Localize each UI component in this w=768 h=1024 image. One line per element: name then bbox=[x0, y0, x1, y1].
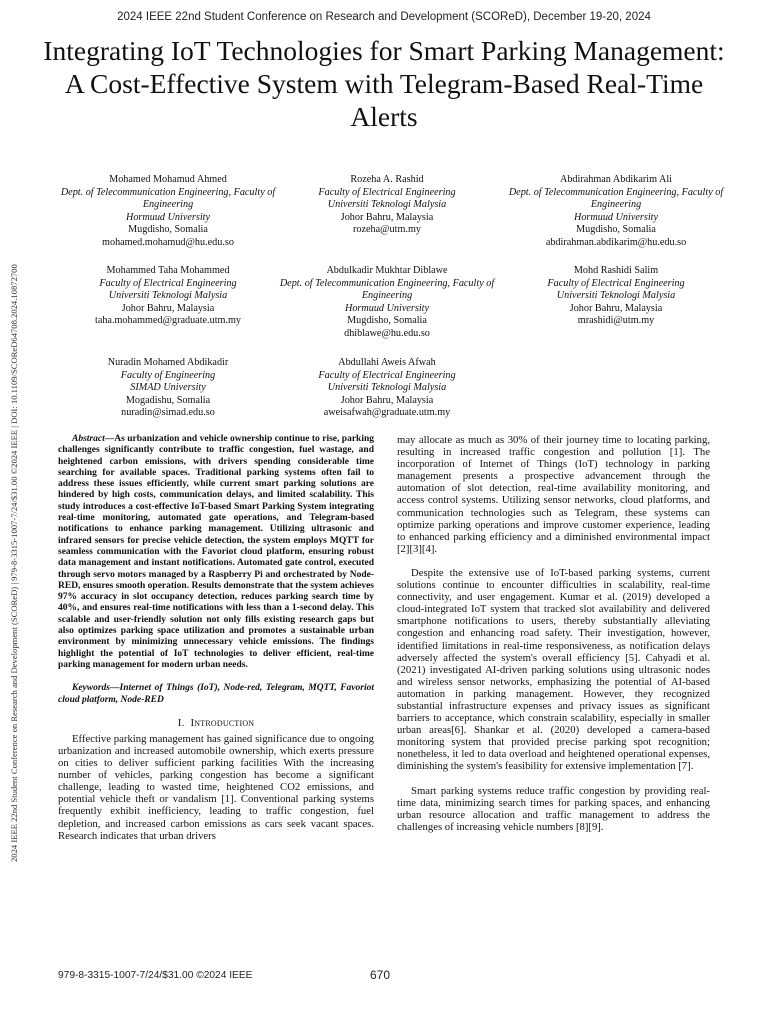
body-paragraph: may allocate as much as 30% of their journey time to locating parking, resulting in increased traffic congestion and pollution [1]. The incorporation of Internet of Things (IoT) technology in parking management presents a prospective advancement through the automation of slot detection, real-time availability monitoring, and access control systems. Utilizing sensor networks, cloud platforms, and communication technologies such as Telegram, these systems can optimize parking operations and improve customer experience, leading to enhanced parking efficiency and a diminished environmental impact [2][3][4]. bbox=[397, 434, 710, 555]
section-number: I. bbox=[177, 716, 185, 729]
section-title: Introduction bbox=[190, 716, 255, 729]
author-email[interactable]: abdirahman.abdikarim@hu.edu.so bbox=[545, 236, 687, 248]
abstract-text: As urbanization and vehicle ownership continue to rise, parking challenges significantly contribute to traffic congestion, fuel wastage, and heightened carbon emissions, with drivers spending considerable time searching for available spaces. Traditional parking systems often fail to address these issues efficiently, while current smart parking solutions are hindered by high costs, communication delays, and limited scalability. This study introduces a cost-effective IoT-based Smart Parking System integrating real-time monitoring, automated gate operations, and Telegram-based notifications to enhance parking management. Utilizing ultrasonic and infrared sensors for precise vehicle detection, the system employs MQTT for seamless communication with the Favoriot cloud platform, ensuring robust data management and instant notifications. Automated gate control, executed through servo motors managed by a Raspberry Pi and orchestrated by Node-RED, ensures smooth operation. Results demonstrate that the system achieves 97% accuracy in slot occupancy detection, reduces parking search time by 40%, and ensures real-time notifications with less than a 1-second delay. This scalable and user-friendly solution not only fills existing research gaps but also optimizes parking space utilization and promotes a sustainable urban environment by minimizing unnecessary vehicle emissions. The findings highlight the potential of IoT technologies to deliver efficient, real-time parking management for modern urban needs. bbox=[58, 434, 374, 670]
author-city: Mugdisho, Somalia bbox=[128, 224, 208, 236]
author-city: Johor Bahru, Malaysia bbox=[340, 211, 434, 223]
footer-isbn: 979-8-3315-1007-7/24/$31.00 ©2024 IEEE bbox=[58, 970, 253, 981]
section-heading bbox=[58, 717, 374, 729]
author-department: Dept. of Telecommunication Engineering, Faculty of Engineering bbox=[60, 186, 276, 211]
keywords-label: Keywords— bbox=[72, 683, 120, 694]
abstract-label: Abstract— bbox=[72, 434, 115, 444]
author-university: Hormuud University bbox=[125, 211, 211, 223]
author-university: Universiti Teknologi Malysia bbox=[108, 290, 228, 302]
author-name: Abdirahman Abdikarim Ali bbox=[559, 174, 673, 185]
author-department: Faculty of Electrical Engineering bbox=[547, 277, 685, 289]
author-email[interactable]: aweisafwah@graduate.utm.my bbox=[323, 407, 451, 419]
author-city: Johor Bahru, Malaysia bbox=[340, 394, 434, 406]
author-name: Mohammed Taha Mohammed bbox=[106, 265, 230, 276]
author-block bbox=[272, 265, 502, 341]
keywords bbox=[58, 683, 374, 706]
author-department: Dept. of Telecommunication Engineering, Faculty of Engineering bbox=[508, 186, 724, 211]
author-university: Universiti Teknologi Malysia bbox=[556, 290, 676, 302]
author-name: Abdullahi Aweis Afwah bbox=[338, 357, 436, 368]
author-city: Johor Bahru, Malaysia bbox=[121, 302, 215, 314]
author-city: Mogadishu, Somalia bbox=[125, 394, 211, 406]
author-department: Dept. of Telecommunication Engineering, Faculty of Engineering bbox=[279, 277, 495, 302]
author-university: Hormuud University bbox=[573, 211, 659, 223]
author-block bbox=[501, 174, 731, 250]
author-block bbox=[501, 265, 731, 328]
author-department: Faculty of Electrical Engineering bbox=[318, 369, 456, 381]
author-department: Faculty of Engineering bbox=[120, 369, 216, 381]
author-university: SIMAD University bbox=[130, 382, 206, 394]
author-email[interactable]: dhiblawe@hu.edu.so bbox=[344, 327, 430, 339]
body-paragraph: Smart parking systems reduce traffic congestion by providing real-time data, minimizing search times for parking spaces, and enhancing urban resource allocation and traffic management to address the challenges of increasing vehicle numbers [8][9]. bbox=[397, 784, 710, 833]
author-email[interactable]: rozeha@utm.my bbox=[353, 224, 421, 236]
body-paragraph: Despite the extensive use of IoT-based parking systems, current solutions continue to encounter difficulties in scalability, real-time connectivity, and user engagement. Kumar et al. (2019) developed a cloud-integrated IoT system that tracked slot availability and delivered smartphone notifications to users, thereby substantially alleviating congestion and enhancing road safety. Their investigation, however, identified limitations in real-time responsiveness, as notification delays adversely affected the system's overall efficiency [5]. Cahyadi et al. (2021) investigated AI-driven parking solutions using ultrasonic nodes and wireless sensor networks, emphasizing the potential of AI-based automation in parking management. However, they recognized substantial infrastructure expenses and privacy issues as significant barriers to acceptance, which constrain scalability, especially in smaller urban areas[6]. Shankar et al. (2020) developed a camera-based monitoring system that provided precise parking spot recognition; nonetheless, it led to data overload and heightened operational expenses, diminishing the system's feasibility for extensive implementation [7]. bbox=[397, 566, 710, 773]
paper-title: Integrating IoT Technologies for Smart Parking Management: A Cost-Effective System with Telegram-Based Real-Time Alerts bbox=[43, 35, 725, 132]
author-block bbox=[53, 265, 283, 328]
author-city: Mugdisho, Somalia bbox=[347, 315, 427, 327]
author-city: Mugdisho, Somalia bbox=[576, 224, 656, 236]
right-column bbox=[397, 434, 710, 833]
conference-header: 2024 IEEE 22nd Student Conference on Research and Development (SCOReD), December 19-20, 2024 bbox=[117, 11, 651, 23]
author-name: Mohamed Mohamud Ahmed bbox=[109, 174, 227, 185]
author-department: Faculty of Electrical Engineering bbox=[318, 186, 456, 198]
author-email[interactable]: mrashidi@utm.my bbox=[577, 315, 655, 327]
author-block bbox=[272, 174, 502, 237]
author-department: Faculty of Electrical Engineering bbox=[99, 277, 237, 289]
author-name: Abdulkadir Mukhtar Diblawe bbox=[326, 265, 448, 276]
body-paragraph: Effective parking management has gained significance due to ongoing urbanization and increased automobile ownership, which exerts pressure on cities to deliver sufficient parking facilities With the increasing number of vehicles, parking congestion has become a significant challenge, leading to wasted time, heightened CO2 emissions, and potential vehicle theft or vandalism [1]. Conventional parking systems frequently exhibit inefficiency, leading to traffic congestion, fuel depletion, and increased carbon emissions as cars seek vacant spaces. Research indicates that urban drivers bbox=[58, 732, 374, 842]
author-name: Nuradin Mohamed Abdikadir bbox=[107, 357, 229, 368]
author-email[interactable]: nuradin@simad.edu.so bbox=[121, 407, 215, 419]
author-university: Hormuud University bbox=[344, 302, 430, 314]
author-university: Universiti Teknologi Malysia bbox=[327, 382, 447, 394]
abstract bbox=[58, 434, 374, 671]
author-block bbox=[272, 357, 502, 420]
side-doi-strip: 2024 IEEE 22nd Student Conference on Research and Development (SCOReD) | 979-8-3315-1007-7/24/$31.00 ©2024 IEEE | DOI: 10.1109/SCOReD64708.2024.10872700 bbox=[9, 264, 19, 862]
author-university: Universiti Teknologi Malysia bbox=[327, 199, 447, 211]
page-number: 670 bbox=[370, 968, 391, 982]
keywords-text: Internet of Things (IoT), Node-red, Telegram, MQTT, Favoriot cloud platform, Node-RED bbox=[58, 683, 374, 705]
author-block bbox=[53, 357, 283, 420]
author-city: Johor Bahru, Malaysia bbox=[569, 302, 663, 314]
author-email[interactable]: mohamed.mohamud@hu.edu.so bbox=[102, 236, 234, 248]
left-column bbox=[58, 434, 374, 842]
author-block bbox=[53, 174, 283, 250]
author-name: Mohd Rashidi Salim bbox=[573, 265, 659, 276]
author-name: Rozeha A. Rashid bbox=[350, 174, 424, 185]
author-email[interactable]: taha.mohammed@graduate.utm.my bbox=[94, 315, 242, 327]
